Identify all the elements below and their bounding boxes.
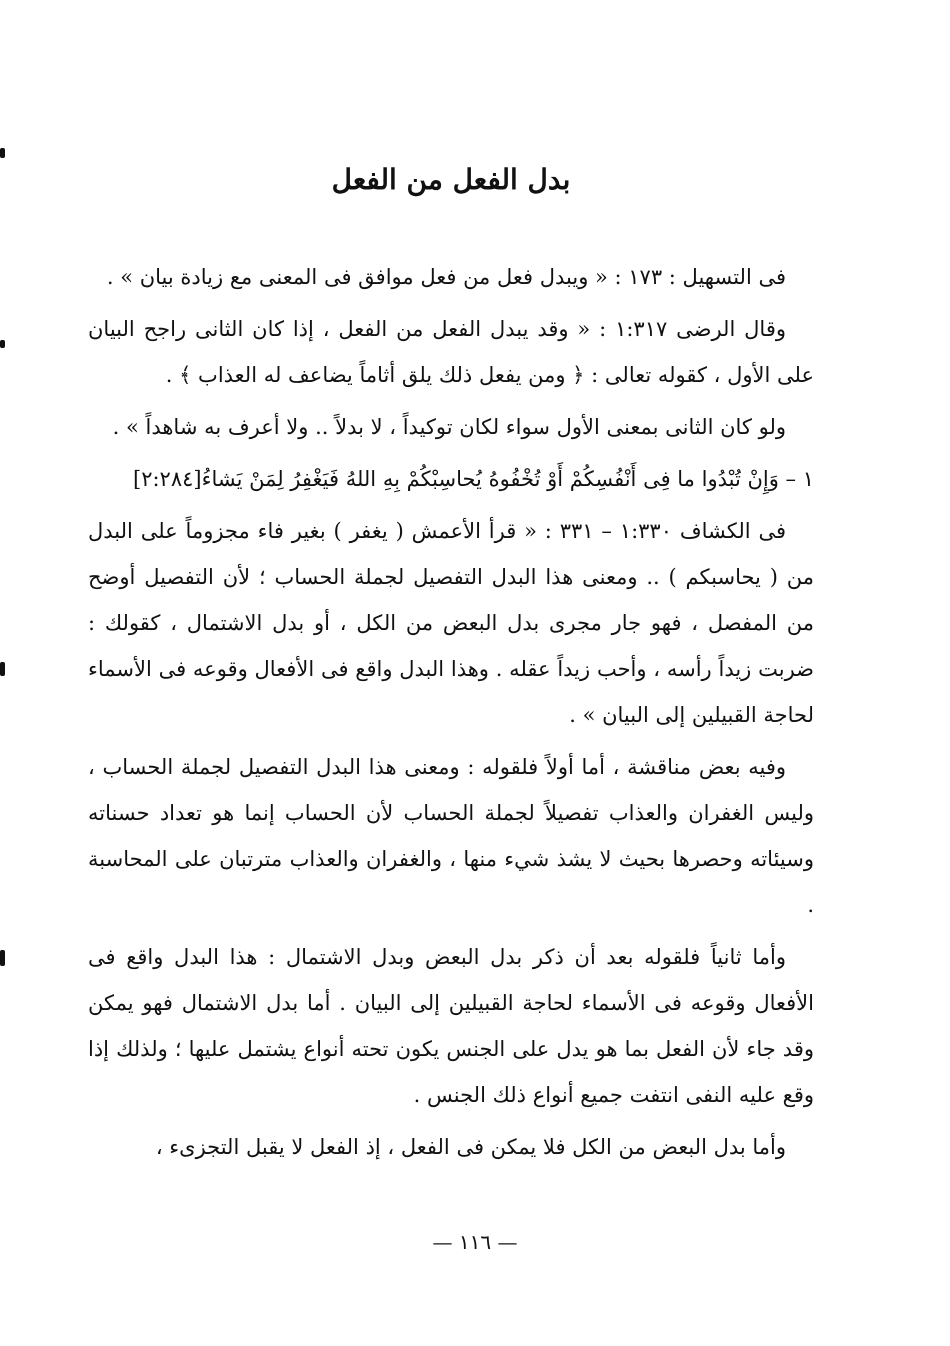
- paragraph-radi: وقال الرضى ١:٣١٧ : « وقد يبدل الفعل من الفعل ، إذا كان الثانى راجح البيان على الأول ، كقوله تعالى : ﴿ ومن يفعل ذلك يلق أثاماً يضاعف له العذاب ﴾ .: [88, 317, 814, 387]
- paragraph-kashshaf: فى الكشاف ١:٣٣٠ – ٣٣١ : « قرأ الأعمش ( يغفر ) بغير فاء مجزوماً على البدل من ( يحاسبكم ) .. ومعنى هذا البدل التفصيل لجملة الحساب ؛ لأن التفصيل أوضح من المفصل ، فهو جار مجرى بدل البعض من الكل ، أو بدل الاشتمال ، كقولك : ضربت زيداً رأسه ، وأحب زيداً عقله . وهذا البدل واقع فى الأفعال وقوعه فى الأسماء لحاجة القبيلين إلى البيان » .: [88, 519, 814, 727]
- paragraph-radi-continued: ولو كان الثانى بمعنى الأول سواء لكان توكيداً ، لا بدلاً .. ولا أعرف به شاهداً » .: [112, 415, 786, 439]
- paragraph-discussion-second: وأما ثانياً فلقوله بعد أن ذكر بدل البعض وبدل الاشتمال : هذا البدل واقع فى الأفعال وقوعه فى الأسماء لحاجة القبيلين إلى البيان . أما بدل الاشتمال فهو يمكن وقد جاء لأن الفعل بما هو يدل على الجنس يكون تحته أنواع يشتمل عليها ؛ ولذلك إذا وقع عليه النفى انتفت جميع أنواع ذلك الجنس .: [88, 945, 814, 1107]
- paragraph-discussion-first: وفيه بعض مناقشة ، أما أولاً فلقوله : ومعنى هذا البدل التفصيل لجملة الحساب ، وليس الغفران والعذاب تفصيلاً لجملة الحساب لأن الحساب إنما هو تعداد حسناته وسيئاته وحصرها بحيث لا يشذ شيء منها ، والغفران والعذاب مترتبان على المحاسبة .: [88, 755, 814, 917]
- scan-edge-mark: [0, 148, 5, 158]
- quran-verse: ١ – وَإِنْ تُبْدُوا ما فِى أَنْفُسِكُمْ أَوْ تُخْفُوهُ يُحاسِبْكُمْ بِهِ اللهُ فَيَغْفِرُ لِمَنْ يَشاءُ[٢:٢٨٤]: [132, 467, 814, 491]
- scan-edge-mark: [0, 340, 5, 348]
- page-number: — ١١٦ —: [432, 1230, 518, 1254]
- scan-edge-mark: [0, 662, 5, 676]
- paragraph-tashil: فى التسهيل : ١٧٣ : « ويبدل فعل من فعل موافق فى المعنى مع زيادة بيان » .: [106, 265, 786, 289]
- chapter-title: بدل الفعل من الفعل: [331, 163, 571, 196]
- book-page: [88, 150, 814, 1176]
- paragraph-discussion-third: وأما بدل البعض من الكل فلا يمكن فى الفعل ، إذ الفعل لا يقبل التجزىء ،: [155, 1135, 786, 1159]
- scan-edge-mark: [0, 950, 5, 966]
